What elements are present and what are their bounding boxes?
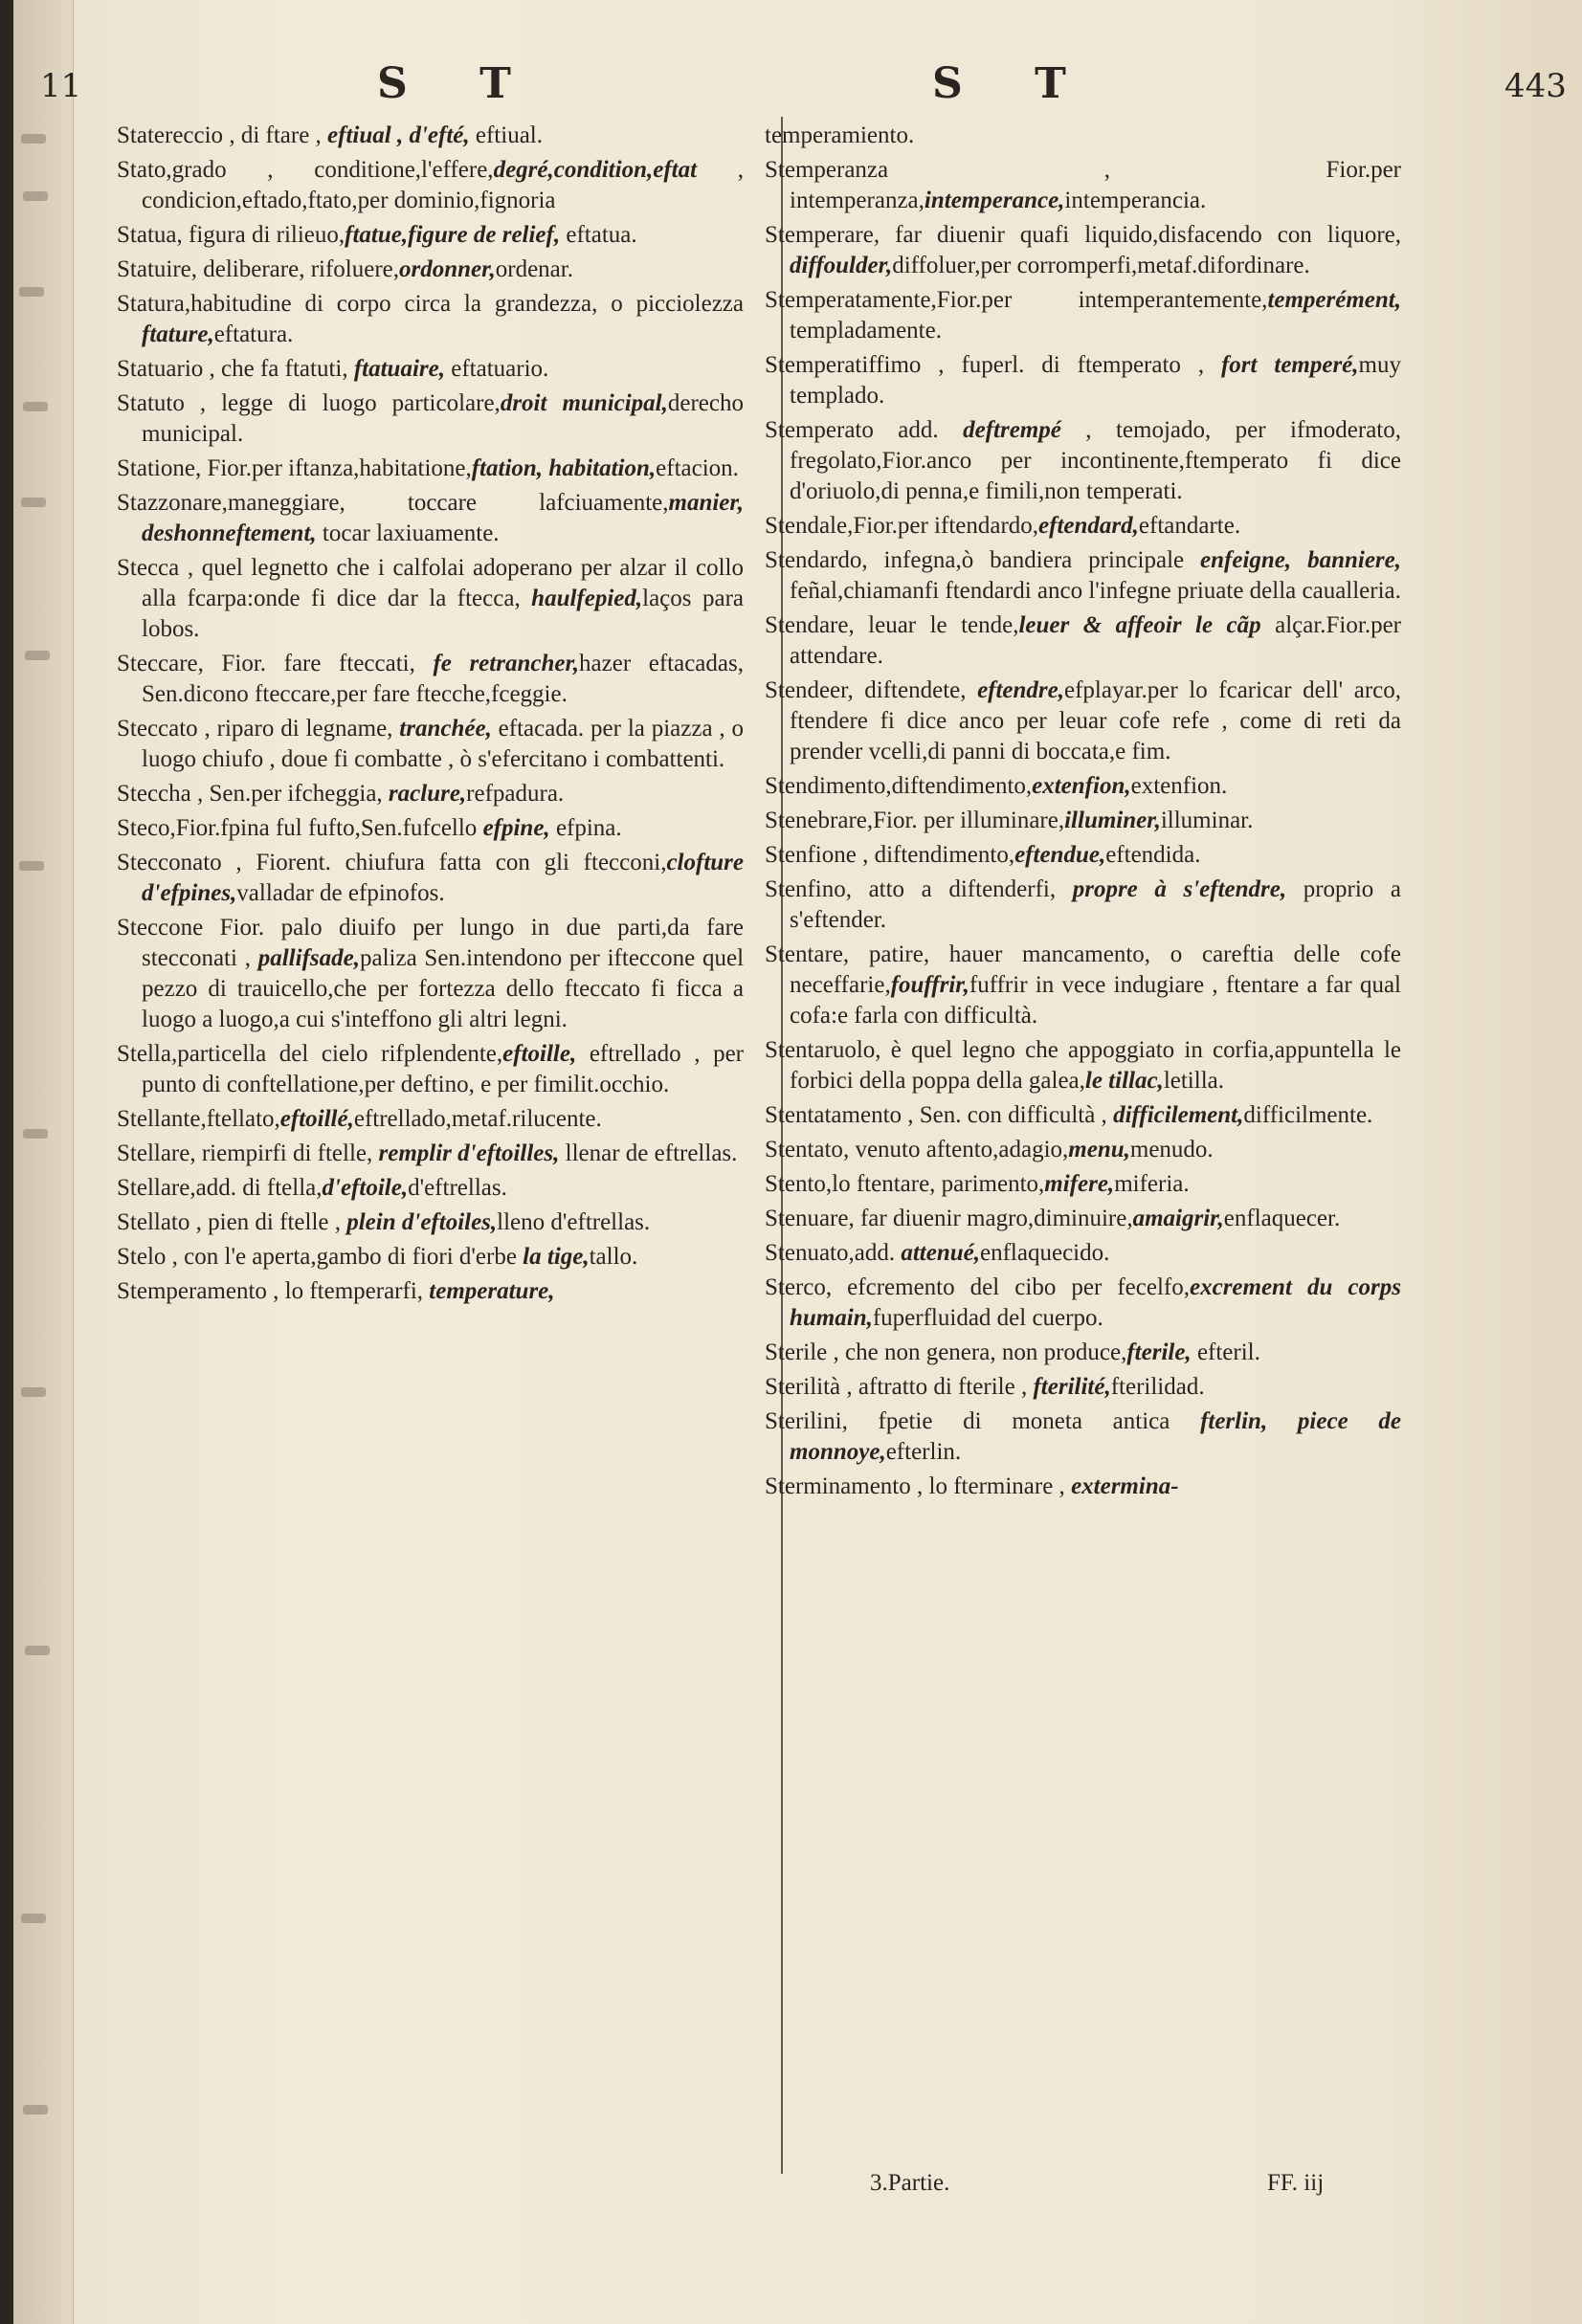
- entry-lemma: Stemperanza: [765, 157, 889, 183]
- entry-translation: eftacion.: [656, 455, 739, 481]
- entry-lemma: Sterco: [765, 1274, 826, 1300]
- entry-translation: intemperancia.: [1064, 188, 1207, 213]
- dictionary-entry: [117, 813, 744, 844]
- entry-lemma: Stenuare: [765, 1206, 849, 1231]
- dictionary-entry: [765, 545, 1401, 607]
- entry-translation: eftendida.: [1105, 842, 1201, 868]
- entry-lemma: Stenebrare: [765, 808, 867, 833]
- ink-mark: [23, 402, 48, 411]
- entry-french: plein d'eftoiles,: [346, 1209, 498, 1235]
- ink-mark: [23, 191, 48, 201]
- dictionary-entry: [765, 1406, 1401, 1468]
- right-column: [765, 121, 1401, 1506]
- entry-translation: , temojado, per ifmoderato, fregolato,Fior.anco per incontinente,ftemperato fi dice d'oriuolo,di penna,e fimili,non temperati.: [790, 417, 1401, 504]
- entry-french: fort temperé,: [1220, 352, 1359, 378]
- dictionary-entry: [765, 121, 1401, 151]
- entry-french: d'eftoile,: [322, 1175, 409, 1201]
- entry-definition: , che fa ftatuti,: [203, 356, 354, 382]
- entry-lemma: Stentatamento: [765, 1102, 902, 1128]
- entry-lemma: Stelo: [117, 1244, 167, 1270]
- page-number: 443: [1504, 67, 1567, 105]
- entry-lemma: Stemperamento: [117, 1278, 267, 1304]
- entry-definition: , atto a diftenderfi,: [845, 876, 1073, 902]
- entry-lemma: Stendardo: [765, 547, 862, 573]
- ink-mark: [25, 1646, 50, 1655]
- entry-translation: fterilidad.: [1110, 1374, 1205, 1400]
- entry-french: ftatuaire,: [353, 356, 445, 382]
- dictionary-entry: [117, 1242, 744, 1273]
- dictionary-entry: [117, 1139, 744, 1169]
- entry-definition: ,Fior. per illuminare,: [866, 808, 1065, 833]
- entry-definition: , quel legnetto che i calfolai adoperano per alzar il collo alla fcarpa:onde fi dice dar la ftecca,: [142, 555, 744, 611]
- entry-french: deftrempé: [963, 417, 1061, 443]
- dictionary-entry: [117, 289, 744, 350]
- entry-lemma: Sterilini: [765, 1408, 842, 1434]
- entry-french: raclure,: [388, 781, 467, 807]
- dictionary-entry: [117, 848, 744, 909]
- entry-french: remplir d'eftoilles,: [378, 1140, 560, 1166]
- entry-translation: eftatuario.: [445, 356, 549, 382]
- entry-lemma: Statura: [117, 291, 185, 317]
- dictionary-entry: [117, 454, 744, 484]
- entry-definition: ,Fior.per intemperantemente,: [930, 287, 1268, 313]
- entry-definition: , Fior.per intemperanza,: [790, 157, 1401, 213]
- dictionary-entry: [765, 1372, 1401, 1403]
- entry-translation: eftandarte.: [1138, 513, 1241, 539]
- entry-translation: paliza Sen.intendono per ifteccone quel pezzo di trauicello,che per fortezza dello fteccato fi ficca a luogo a luogo,a cui s'inteffono gli altri legni.: [142, 945, 745, 1032]
- dictionary-entry: [117, 354, 744, 385]
- entry-translation: tallo.: [589, 1244, 638, 1270]
- entry-french: ftature,: [142, 321, 214, 347]
- entry-french: degré,condition,eftat: [493, 157, 698, 183]
- entry-french: leuer & affeoir le cãp: [1018, 612, 1261, 638]
- entry-definition: , efcremento del cibo per fecelfo,: [825, 1274, 1190, 1300]
- entry-lemma: Stecca: [117, 555, 180, 581]
- entry-lemma: Steccha: [117, 781, 191, 807]
- entry-lemma: Statuto: [117, 390, 185, 416]
- entry-french: fterilité,: [1033, 1374, 1111, 1400]
- entry-lemma: Sterile: [765, 1339, 828, 1365]
- entry-definition: , deliberare, rifoluere,: [190, 256, 400, 282]
- entry-translation: llenar de eftrellas.: [559, 1140, 738, 1166]
- entry-definition: , di ftare ,: [223, 122, 328, 148]
- entry-french: eftendre,: [977, 677, 1065, 703]
- entry-translation: d'eftrellas.: [408, 1175, 507, 1201]
- entry-lemma: Statione: [117, 455, 195, 481]
- dictionary-entry: [117, 779, 744, 809]
- right-header-letters: S T: [932, 59, 1095, 108]
- adjacent-page-edge: [13, 0, 74, 2324]
- entry-definition: , Fior. fare fteccati,: [197, 651, 434, 676]
- entry-french: fterlin, piece de monnoye,: [790, 1408, 1401, 1465]
- entry-french: propre à s'eftendre,: [1072, 876, 1287, 902]
- entry-french: efpine,: [482, 815, 550, 841]
- entry-french: diffoulder,: [790, 253, 893, 278]
- entry-french: attenué,: [901, 1240, 981, 1266]
- entry-translation: enflaquecido.: [980, 1240, 1110, 1266]
- entry-translation: , condicion,eftado,ftato,per dominio,fignoria: [142, 157, 745, 213]
- left-page-number: 11: [40, 67, 82, 105]
- entry-lemma: Sterilità: [765, 1374, 841, 1400]
- entry-definition: , riempirfi di ftelle,: [189, 1140, 379, 1166]
- entry-lemma: Stendare: [765, 612, 849, 638]
- entry-french: excrement du corps humain,: [790, 1274, 1401, 1331]
- dictionary-entry: [117, 1173, 744, 1204]
- entry-french: fterile,: [1126, 1339, 1192, 1365]
- entry-lemma: Stenuato: [765, 1240, 849, 1266]
- entry-lemma: Stazzonare: [117, 490, 222, 516]
- entry-translation: eftacada. per la piazza , o luogo chiufo , doue fi combatte , ò s'efercitano i combattenti.: [142, 716, 745, 772]
- entry-definition: , patire, hauer mancamento, o careftia delle cofe neceffarie,: [790, 941, 1401, 998]
- ink-mark: [21, 498, 46, 507]
- dictionary-entry: [117, 913, 744, 1035]
- entry-french: amaigrir,: [1132, 1206, 1224, 1231]
- ink-mark: [21, 1914, 46, 1923]
- entry-french: eftendue,: [1014, 842, 1106, 868]
- entry-definition: temperamiento.: [765, 122, 915, 148]
- dictionary-entry: [765, 771, 1401, 802]
- entry-translation: efteril.: [1191, 1339, 1260, 1365]
- dictionary-entry: [765, 840, 1401, 871]
- entry-lemma: Stella: [117, 1041, 171, 1067]
- signature-left: 3.Partie.: [870, 2170, 950, 2196]
- entry-french: extermina-: [1071, 1473, 1179, 1499]
- ink-mark: [23, 2105, 48, 2114]
- entry-french: fe retrancher,: [433, 651, 580, 676]
- entry-translation: efterlin.: [885, 1439, 962, 1465]
- entry-lemma: Stellante: [117, 1106, 201, 1132]
- entry-lemma: Sterminamento: [765, 1473, 911, 1499]
- entry-french: illuminer,: [1064, 808, 1161, 833]
- entry-translation: illuminar.: [1160, 808, 1254, 833]
- dictionary-entry: [765, 1472, 1401, 1502]
- dictionary-entry: [117, 155, 744, 216]
- entry-lemma: Stemperato: [765, 417, 874, 443]
- entry-translation: ordenar.: [495, 256, 573, 282]
- entry-french: eftoille,: [502, 1041, 577, 1067]
- entry-definition: , infegna,ò bandiera principale: [861, 547, 1201, 573]
- entry-lemma: Stenfino: [765, 876, 846, 902]
- entry-french: ftation, habitation,: [471, 455, 657, 481]
- entry-definition: , lo ftemperarfi,: [266, 1278, 430, 1304]
- entry-definition: , Fiorent. chiufura fatta con gli ftecconi,: [221, 850, 667, 875]
- entry-lemma: Steccato: [117, 716, 198, 741]
- entry-french: temperément,: [1267, 287, 1401, 313]
- entry-translation: diffoluer,per corromperfi,metaf.difordinare.: [892, 253, 1310, 278]
- entry-translation: alçar.Fior.per attendare.: [790, 612, 1401, 669]
- entry-definition: , fpetie di moneta antica: [841, 1408, 1201, 1434]
- dictionary-entry: [765, 874, 1401, 936]
- dictionary-entry: [765, 285, 1401, 346]
- entry-french: manier, deshonneftement,: [142, 490, 744, 546]
- entry-translation: hazer eftacadas, Sen.dicono fteccare,per fare ftecche,fceggie.: [142, 651, 744, 707]
- ink-mark: [23, 1129, 48, 1139]
- dictionary-entry: [765, 511, 1401, 542]
- entry-translation: extenfion.: [1130, 773, 1228, 799]
- left-header-letters: S T: [377, 59, 540, 108]
- entry-translation: eftrellado,metaf.rilucente.: [353, 1106, 602, 1132]
- entry-translation: efplayar.per lo fcaricar dell' arco, ftendere fi dice anco per leuar cofe refe , come di reti da prender vcelli,di panni di boccata,e fim.: [790, 677, 1401, 764]
- entry-french: la tige,: [523, 1244, 590, 1270]
- entry-definition: , Fior.per iftanza,habitatione,: [194, 455, 472, 481]
- entry-definition: Fior. palo diuifo per lungo in due parti,da fare stecconati ,: [142, 915, 744, 971]
- entry-definition: , con l'e aperta,gambo di fiori d'erbe: [166, 1244, 524, 1270]
- entry-translation: miferia.: [1114, 1171, 1190, 1197]
- dictionary-entry: [765, 155, 1401, 216]
- dictionary-entry: [765, 675, 1401, 767]
- entry-definition: ,add.: [848, 1240, 902, 1266]
- dictionary-entry: [765, 1035, 1401, 1096]
- dictionary-entry: [117, 714, 744, 775]
- entry-definition: ,diftendimento,: [885, 773, 1033, 799]
- entry-definition: add.: [873, 417, 964, 443]
- running-header: [13, 50, 1582, 117]
- dictionary-entry: [765, 350, 1401, 411]
- entry-definition: ,ftellato,: [200, 1106, 280, 1132]
- entry-definition: , diftendete,: [847, 677, 978, 703]
- entry-translation: menudo.: [1129, 1137, 1214, 1162]
- entry-lemma: Statereccio: [117, 122, 224, 148]
- entry-lemma: Stellato: [117, 1209, 190, 1235]
- entry-french: menu,: [1068, 1137, 1130, 1162]
- dictionary-entry: [117, 488, 744, 549]
- entry-lemma: Stemperatiffimo: [765, 352, 922, 378]
- entry-lemma: Stellare: [117, 1140, 190, 1166]
- entry-french: mifere,: [1044, 1171, 1115, 1197]
- entry-definition: , figura di rilieuo,: [176, 222, 345, 248]
- entry-definition: , far diuenir magro,diminuire,: [848, 1206, 1133, 1231]
- entry-definition: , venuto aftento,adagio,: [842, 1137, 1069, 1162]
- entry-french: eftendard,: [1038, 513, 1139, 539]
- entry-translation: derecho municipal.: [142, 390, 745, 447]
- entry-definition: ,Fior.fpina ful fufto,Sen.fufcello: [169, 815, 483, 841]
- entry-translation: muy templado.: [790, 352, 1401, 409]
- entry-french: droit municipal,: [500, 390, 668, 416]
- entry-french: clofture d'efpines,: [142, 850, 744, 906]
- ink-mark: [19, 287, 44, 297]
- entry-french: difficilement,: [1113, 1102, 1244, 1128]
- entry-lemma: Stemperare: [765, 222, 874, 248]
- dictionary-entry: [765, 1100, 1401, 1131]
- entry-definition: ,maneggiare, toccare lafciuamente,: [221, 490, 669, 516]
- entry-lemma: Stecconato: [117, 850, 222, 875]
- entry-lemma: Stento: [765, 1171, 826, 1197]
- dictionary-entry: [117, 1104, 744, 1135]
- entry-translation: proprio a s'eftender.: [790, 876, 1401, 933]
- dictionary-entry: [765, 1204, 1401, 1234]
- dictionary-entry: [765, 1338, 1401, 1368]
- entry-french: le tillac,: [1084, 1068, 1164, 1094]
- ink-mark: [25, 651, 50, 660]
- entry-translation: eftiual.: [469, 122, 543, 148]
- dictionary-entry: [117, 255, 744, 285]
- entry-lemma: Stentato: [765, 1137, 843, 1162]
- dictionary-entry: [117, 121, 744, 151]
- dictionary-entry: [117, 1276, 744, 1307]
- entry-translation: feñal,chiamanfi ftendardi anco l'infegne priuate della caualleria.: [790, 578, 1401, 604]
- entry-french: enfeigne, banniere,: [1200, 547, 1401, 573]
- entry-lemma: Stato: [117, 157, 167, 183]
- entry-lemma: Stendimento: [765, 773, 886, 799]
- entry-translation: refpadura.: [466, 781, 565, 807]
- signature-right: FF. iij: [1267, 2170, 1325, 2196]
- entry-definition: , diftendimento,: [856, 842, 1015, 868]
- entry-lemma: Statuire: [117, 256, 191, 282]
- dictionary-entry: [765, 940, 1401, 1031]
- entry-definition: , leuar le tende,: [848, 612, 1019, 638]
- entry-french: haulfepied,: [531, 586, 643, 611]
- entry-translation: laços para lobos.: [142, 586, 744, 642]
- entry-definition: ,lo ftentare, parimento,: [825, 1171, 1045, 1197]
- entry-french: pallifsade,: [257, 945, 360, 971]
- entry-translation: letilla.: [1163, 1068, 1224, 1094]
- entry-translation: eftatua.: [560, 222, 637, 248]
- dictionary-entry: [765, 220, 1401, 281]
- entry-translation: fuffrir in vece indugiare , ftentare a far qual cofa:e farla con difficultà.: [790, 972, 1401, 1029]
- dictionary-entry: [765, 1273, 1401, 1334]
- entry-definition: ,add. di ftella,: [189, 1175, 323, 1201]
- entry-lemma: Steccare: [117, 651, 198, 676]
- entry-french: fouffrir,: [890, 972, 969, 998]
- entry-lemma: Steccone: [117, 915, 204, 941]
- entry-french: tranchée,: [399, 716, 492, 741]
- entry-definition: , legge di luogo particolare,: [184, 390, 501, 416]
- entry-definition: , che non genera, non produce,: [827, 1339, 1127, 1365]
- entry-definition: , aftratto di fterile ,: [840, 1374, 1034, 1400]
- entry-translation: fuperfluidad del cuerpo.: [872, 1305, 1103, 1331]
- entry-french: eftiual , d'efté,: [327, 122, 470, 148]
- dictionary-entry: [765, 610, 1401, 672]
- entry-lemma: Statua: [117, 222, 177, 248]
- entry-lemma: Stentare: [765, 941, 843, 967]
- dictionary-entry: [117, 553, 744, 645]
- entry-definition: ,particella del cielo rifplendente,: [170, 1041, 503, 1067]
- entry-definition: , lo fterminare ,: [910, 1473, 1072, 1499]
- entry-translation: enflaquecer.: [1223, 1206, 1341, 1231]
- entry-definition: , fuperl. di ftemperato ,: [921, 352, 1221, 378]
- dictionary-entry: [117, 649, 744, 710]
- entry-definition: , far diuenir quafi liquido,disfacendo con liquore,: [873, 222, 1401, 248]
- left-column: [117, 121, 744, 1311]
- ink-mark: [21, 1387, 46, 1397]
- entry-lemma: Stentaruolo: [765, 1037, 876, 1063]
- entry-french: intemperance,: [924, 188, 1065, 213]
- entry-lemma: Stenfione: [765, 842, 857, 868]
- entry-definition: ,habitudine di corpo circa la grandezza, o picciolezza: [184, 291, 744, 317]
- entry-definition: , è quel legno che appoggiato in corfia,appuntella le forbici della poppa della galea,: [790, 1037, 1401, 1094]
- dictionary-entry: [117, 1207, 744, 1238]
- entry-definition: , riparo di legname,: [197, 716, 400, 741]
- entry-lemma: Steco: [117, 815, 170, 841]
- entry-translation: tocar laxiuamente.: [316, 520, 500, 546]
- entry-definition: , Sen. con difficultà ,: [902, 1102, 1114, 1128]
- entry-french: extenfion,: [1032, 773, 1131, 799]
- entry-definition: , Sen.per ifcheggia,: [190, 781, 389, 807]
- entry-lemma: Stendeer: [765, 677, 848, 703]
- dictionary-entry: [117, 388, 744, 450]
- entry-translation: valladar de efpinofos.: [236, 880, 445, 906]
- entry-definition: ,Fior.per iftendardo,: [847, 513, 1039, 539]
- entry-french: ftatue,figure de relief,: [345, 222, 561, 248]
- entry-definition: , pien di ftelle ,: [189, 1209, 347, 1235]
- dictionary-entry: [765, 806, 1401, 836]
- dictionary-entry: [117, 1039, 744, 1100]
- entry-translation: efpina.: [549, 815, 622, 841]
- dictionary-entry: [765, 1238, 1401, 1269]
- entry-translation: lleno d'eftrellas.: [497, 1209, 651, 1235]
- ink-mark: [19, 861, 44, 871]
- entry-lemma: Stellare: [117, 1175, 190, 1201]
- entry-french: temperature,: [429, 1278, 555, 1304]
- dictionary-entry: [765, 1135, 1401, 1165]
- dictionary-entry: [765, 415, 1401, 507]
- entry-lemma: Stendale: [765, 513, 848, 539]
- entry-french: eftoillé,: [279, 1106, 354, 1132]
- dictionary-entry: [765, 1169, 1401, 1200]
- entry-translation: difficilmente.: [1243, 1102, 1373, 1128]
- entry-lemma: Statuario: [117, 356, 204, 382]
- entry-definition: ,grado , conditione,l'effere,: [166, 157, 494, 183]
- entry-translation: eftrellado , per punto di conftellatione,per deftino, e per fimilit.occhio.: [142, 1041, 744, 1097]
- entry-lemma: Stemperatamente: [765, 287, 931, 313]
- entry-translation: templadamente.: [790, 318, 942, 343]
- entry-translation: eftatura.: [213, 321, 294, 347]
- book-page: [13, 0, 1582, 2324]
- dictionary-entry: [117, 220, 744, 251]
- ink-mark: [21, 134, 46, 144]
- entry-french: ordonner,: [399, 256, 496, 282]
